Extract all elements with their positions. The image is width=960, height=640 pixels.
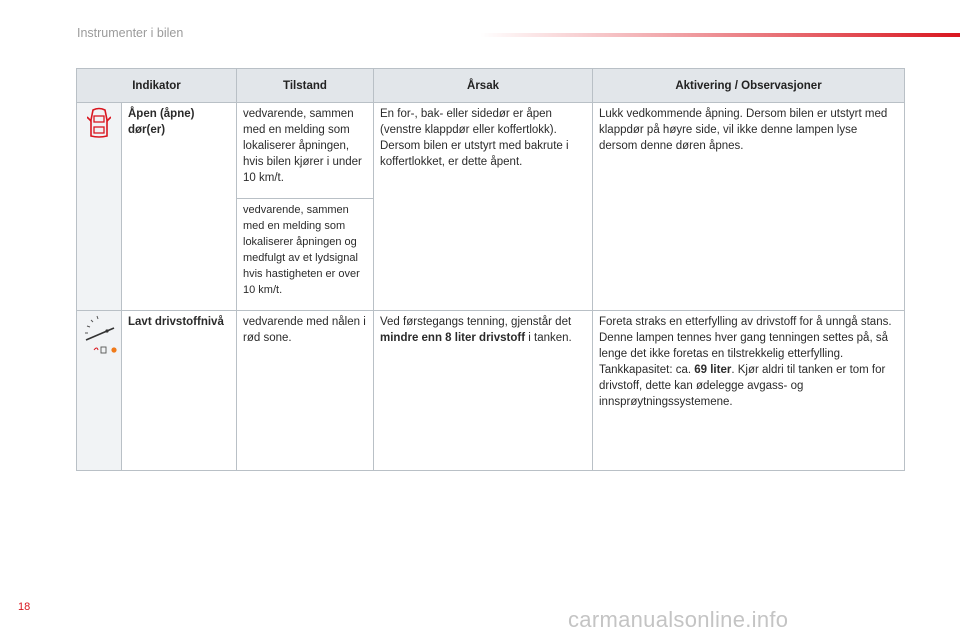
watermark: carmanualsonline.info (568, 607, 789, 632)
action-text-post: . Kjør aldri til tanken er tom for drivstoff, dette kan ødelegge avgass- og innsprøytningssystemene. (599, 364, 886, 408)
table-row (77, 311, 905, 471)
action-text-emphasis: 69 liter (694, 364, 732, 376)
state-text: vedvarende med nålen i rød sone. (237, 311, 374, 471)
action-text-pre: Foreta straks en etterfylling av drivstoff for å unngå stans. Denne lampen tennes hver gang tenningen settes på, så lenge det ikke foretas en tilstrekkelig etterfylling. Tankkapasitet: ca. (599, 316, 892, 376)
fuel-gauge-icon (83, 349, 119, 361)
column-header-indicator: Indikator (77, 69, 237, 103)
indicator-name: Åpen (åpne) dør(er) (122, 103, 237, 311)
table-header-row (77, 69, 905, 103)
indicator-icon-cell (77, 103, 122, 311)
table-row (77, 103, 905, 199)
state-text: vedvarende, sammen med en melding som lokaliserer åpningen og medfulgt av et lydsignal hvis hastigheten er over 10 km/t. (237, 199, 374, 311)
action-text (593, 311, 905, 471)
state-text: vedvarende, sammen med en melding som lokaliserer åpningen, hvis bilen kjører i under 10 km/t. (237, 103, 374, 199)
page-number: 18 (18, 601, 31, 613)
header-accent-bar (480, 33, 960, 37)
column-header-action: Aktivering / Observasjoner (593, 69, 905, 103)
open-door-warning-icon (87, 131, 111, 143)
indicator-icon-cell (77, 311, 122, 471)
section-title: Instrumenter i bilen (77, 26, 184, 40)
cause-text: En for-, bak- eller sidedør er åpen (venstre klappdør eller koffertlokk). Dersom bilen er utstyrt med bakrute i koffertlokket, er dette åpent. (374, 103, 593, 311)
indicator-table (76, 68, 905, 471)
cause-text-pre: Ved førstegangs tenning, gjenstår det (380, 316, 572, 328)
indicator-name: Lavt drivstoffnivå (122, 311, 237, 471)
cause-text-emphasis: mindre enn 8 liter drivstoff (380, 332, 526, 344)
column-header-cause: Årsak (374, 69, 593, 103)
column-header-state: Tilstand (237, 69, 374, 103)
action-text: Lukk vedkommende åpning. Dersom bilen er utstyrt med klappdør på høyre side, vil ikke denne lampen lyse dersom denne døren åpnes. (593, 103, 905, 311)
cause-text (374, 311, 593, 471)
cause-text-post: i tanken. (525, 332, 572, 344)
